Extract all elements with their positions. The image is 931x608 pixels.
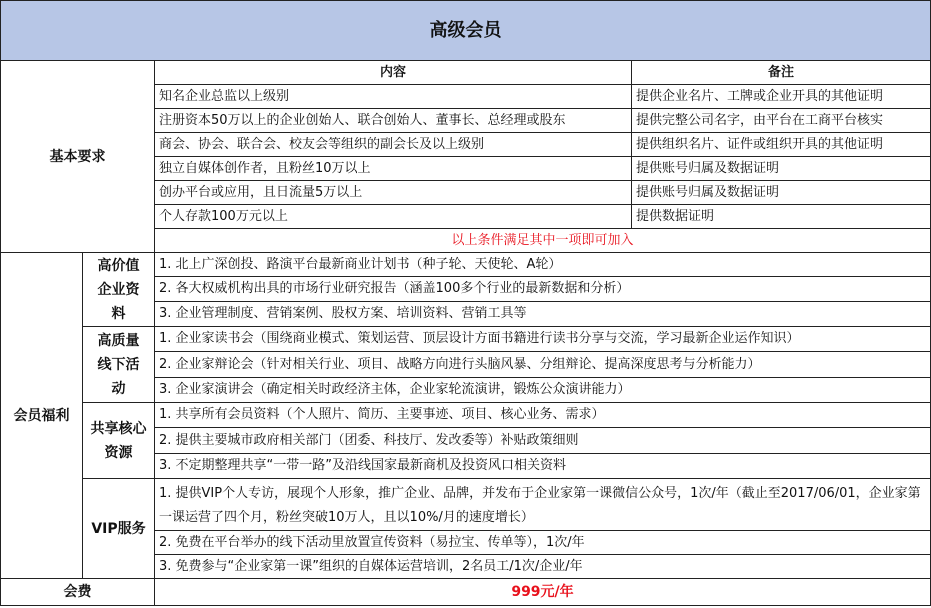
requirement-note: 提供数据证明	[631, 204, 931, 229]
benefit-group-name: VIP服务	[82, 478, 155, 579]
benefit-item: 3. 不定期整理共享“一带一路”及沿线国家最新商机及投资风口相关资料	[154, 453, 931, 479]
requirement-note: 提供账号归属及数据证明	[631, 180, 931, 205]
requirement-content: 创办平台或应用，且日流量5万以上	[154, 180, 632, 205]
benefit-item: 2. 提供主要城市政府相关部门（团委、科技厅、发改委等）补贴政策细则	[154, 427, 931, 454]
basic-requirements-label: 基本要求	[0, 60, 155, 253]
requirement-content: 注册资本50万以上的企业创始人、联合创始人、董事长、总经理或股东	[154, 108, 632, 133]
benefit-item: 2. 企业家辩论会（针对相关行业、项目、战略方向进行头脑风暴、分组辩论、提高深度思考与分析能力）	[154, 351, 931, 378]
benefit-item: 1. 北上广深创投、路演平台最新商业计划书（种子轮、天使轮、A轮）	[154, 252, 931, 277]
requirement-note: 提供企业名片、工牌或企业开具的其他证明	[631, 84, 931, 109]
benefit-item: 2. 免费在平台举办的线下活动里放置宣传资料（易拉宝、传单等），1次/年	[154, 530, 931, 555]
benefit-item: 1. 共享所有会员资料（个人照片、简历、主要事迹、项目、核心业务、需求）	[154, 402, 931, 428]
requirement-note: 提供完整公司名字，由平台在工商平台核实	[631, 108, 931, 133]
benefit-group-name: 高质量线下活动	[82, 326, 155, 403]
content-header: 内容	[154, 60, 632, 85]
benefit-item: 3. 免费参与“企业家第一课”组织的自媒体运营培训，2名员工/1次/企业/年	[154, 554, 931, 579]
benefit-item: 1. 提供VIP个人专访，展现个人形象，推广企业、品牌，并发布于企业家第一课微信公众号，1次/年（截止至2017/06/01，企业家第一课运营了四个月，粉丝突破10万人，且以10%/月的速度增长）	[154, 478, 931, 531]
benefit-item: 2. 各大权威机构出具的市场行业研究报告（涵盖100多个行业的最新数据和分析）	[154, 276, 931, 302]
benefit-item: 3. 企业家演讲会（确定相关时政经济主体，企业家轮流演讲，锻炼公众演讲能力）	[154, 377, 931, 403]
requirement-content: 商会、协会、联合会、校友会等组织的副会长及以上级别	[154, 132, 632, 157]
requirement-note: 提供账号归属及数据证明	[631, 156, 931, 181]
note-header: 备注	[631, 60, 931, 85]
fee-label: 会费	[0, 578, 155, 606]
member-benefits-label: 会员福利	[0, 252, 83, 579]
benefit-item: 3. 企业管理制度、营销案例、股权方案、培训资料、营销工具等	[154, 301, 931, 327]
requirement-content: 个人存款100万元以上	[154, 204, 632, 229]
requirement-content: 独立自媒体创作者，且粉丝10万以上	[154, 156, 632, 181]
benefit-item: 1. 企业家读书会（围绕商业模式、策划运营、顶层设计方面书籍进行读书分享与交流，学习最新企业运作知识）	[154, 326, 931, 352]
benefit-group-name: 共享核心资源	[82, 402, 155, 479]
page-title: 高级会员	[0, 0, 931, 61]
fee-value: 999元/年	[154, 578, 931, 606]
requirement-note: 提供组织名片、证件或组织开具的其他证明	[631, 132, 931, 157]
benefit-group-name: 高价值企业资料	[82, 252, 155, 327]
requirement-content: 知名企业总监以上级别	[154, 84, 632, 109]
requirement-footnote: 以上条件满足其中一项即可加入	[154, 228, 931, 253]
